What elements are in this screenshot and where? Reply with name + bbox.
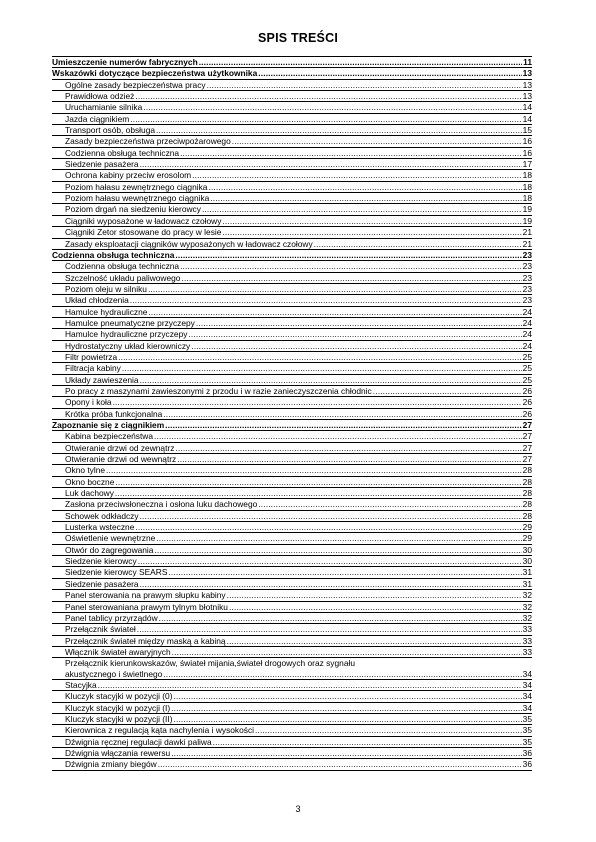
toc-entry-title: Siedzenie kierowcy SEARS [65, 567, 168, 578]
dot-leader [154, 545, 521, 555]
toc-entry[interactable] [52, 498, 532, 509]
dot-leader [165, 420, 522, 430]
dot-leader [208, 182, 521, 192]
toc-entry-title: Dźwignia zmiany biegów [65, 759, 157, 770]
toc-entry-title: Poziom hałasu zewnętrznego ciągnika [65, 181, 208, 192]
toc-entry-title-continued: akustycznego i świetlnego [65, 668, 163, 679]
dot-leader [213, 737, 522, 747]
toc-entry-title: Luk dachowy [65, 488, 114, 499]
toc-entry-title: Hydrostatyczny układ kierowniczy [65, 340, 191, 351]
toc-entry[interactable] [52, 646, 532, 657]
toc-entry-title: Układy zawieszenia [65, 374, 139, 385]
dot-leader [171, 703, 522, 713]
toc-page-number: 33 [522, 635, 532, 646]
toc-entry[interactable] [52, 90, 532, 101]
dot-leader [154, 431, 522, 441]
dot-leader [140, 579, 522, 589]
dot-leader [222, 227, 521, 237]
dot-leader [227, 636, 522, 646]
toc-entry-title: Uruchamianie silnika [65, 102, 143, 113]
toc-entry[interactable] [52, 113, 532, 124]
toc-entry-title: Filtracja kabiny [65, 363, 121, 374]
toc-entry-title: Otwór do zagregowania [65, 544, 154, 555]
toc-entry[interactable] [52, 679, 532, 690]
table-of-contents [52, 56, 532, 771]
dot-leader [135, 522, 521, 532]
toc-entry-title: Codzienna obsługa techniczna [65, 261, 180, 272]
toc-entry[interactable] [52, 272, 532, 283]
dot-leader [314, 239, 522, 249]
toc-entry[interactable] [52, 306, 532, 317]
toc-entry-title: Kabina bezpieczeństwa [65, 431, 153, 442]
dot-leader [156, 125, 522, 135]
dot-leader [177, 454, 521, 464]
toc-entry[interactable] [52, 601, 532, 612]
toc-page-number: 21 [522, 238, 532, 249]
toc-entry[interactable] [52, 283, 532, 294]
dot-leader [196, 318, 522, 328]
toc-entry[interactable] [52, 578, 532, 589]
toc-entry[interactable] [52, 464, 532, 475]
dot-leader [106, 465, 522, 475]
toc-page-number: 34 [522, 691, 532, 702]
toc-entry-title: Lusterka wsteczne [65, 522, 135, 533]
toc-page-number: 19 [522, 204, 532, 215]
toc-entry-title: Krótka próba funkcjonalna [65, 408, 163, 419]
toc-page-number: 23 [522, 272, 532, 283]
toc-entry[interactable] [52, 351, 532, 362]
toc-page-number: 30 [522, 544, 532, 555]
dot-leader [373, 386, 522, 396]
toc-entry-title: Zasady eksploatacji ciągników wyposażonych w ładowacz czołowy [65, 238, 313, 249]
toc-page-number: 23 [522, 283, 532, 294]
dot-leader [143, 102, 521, 112]
toc-entry-title: Filtr powietrza [65, 351, 118, 362]
toc-entry[interactable] [52, 215, 532, 226]
toc-page-number: 29 [522, 533, 532, 544]
toc-entry[interactable] [52, 510, 532, 521]
toc-entry-title: Codzienna obsługa techniczna [65, 147, 180, 158]
toc-entry-title: Zasłona przeciwsłoneczna i osłona luku dachowego [65, 499, 258, 510]
toc-entry[interactable] [52, 724, 532, 735]
toc-entry[interactable] [52, 657, 532, 679]
toc-page-number: 33 [522, 624, 532, 635]
toc-page-number: 31 [522, 578, 532, 589]
dot-leader [180, 148, 522, 158]
page-number: 3 [295, 804, 301, 814]
toc-page-number: 13 [522, 91, 532, 102]
dot-leader [175, 250, 521, 260]
toc-entry[interactable] [52, 192, 532, 203]
toc-page-number: 27 [522, 454, 532, 465]
toc-entry-title: Kluczyk stacyjki w pozycji (I) [65, 702, 171, 713]
toc-page-number: 34 [522, 668, 532, 679]
dot-leader [232, 136, 522, 146]
dot-leader [222, 216, 521, 226]
toc-entry-title: Przełącznik świateł [65, 624, 136, 635]
toc-page-number: 26 [522, 397, 532, 408]
toc-entry-title: Układ chłodzenia [65, 295, 129, 306]
dot-leader [118, 352, 522, 362]
toc-entry[interactable] [52, 238, 532, 249]
toc-page-number: 24 [522, 306, 532, 317]
dot-leader [115, 477, 521, 487]
toc-page-number: 28 [522, 510, 532, 521]
toc-entry-title: Szczelność układu paliwowego [65, 272, 181, 283]
toc-page-number: 36 [522, 759, 532, 770]
toc-page-number: 27 [522, 431, 532, 442]
toc-entry[interactable] [52, 135, 532, 146]
toc-entry-title: Ciągniki wyposażone w ładowacz czołowy [65, 215, 222, 226]
toc-entry-title: Dźwignia ręcznej regulacji dawki paliwa [65, 736, 212, 747]
dot-leader [148, 284, 522, 294]
toc-entry-title: Ciągniki Zetor stosowane do pracy w lesie [65, 227, 222, 238]
toc-section-entry[interactable] [52, 419, 532, 430]
toc-entry-title: Kierownica z regulacją kąta nachylenia i wysokości [65, 725, 254, 736]
toc-entry[interactable] [52, 79, 532, 90]
toc-entry-title: Hamulce hydrauliczne [65, 306, 148, 317]
dot-leader [174, 691, 522, 701]
toc-entry[interactable] [52, 374, 532, 385]
toc-page-number: 28 [522, 476, 532, 487]
dot-leader [159, 613, 522, 623]
dot-leader [180, 261, 522, 271]
toc-entry[interactable] [52, 544, 532, 555]
dot-leader [148, 307, 521, 317]
dot-leader [255, 725, 522, 735]
dot-leader [188, 329, 521, 339]
toc-page-number: 18 [522, 193, 532, 204]
toc-entry[interactable] [52, 362, 532, 373]
toc-page-number: 18 [522, 170, 532, 181]
toc-page-number: 32 [522, 590, 532, 601]
toc-entry[interactable] [52, 226, 532, 237]
toc-page-number: 24 [522, 317, 532, 328]
toc-page-number: 16 [522, 147, 532, 158]
dot-leader [98, 680, 522, 690]
toc-page-number: 13 [522, 79, 532, 90]
toc-entry-title: Codzienna obsługa techniczna [52, 249, 175, 260]
page-title: SPIS TREŚCI [258, 31, 338, 45]
toc-page-number: 32 [522, 601, 532, 612]
dot-leader [122, 363, 522, 373]
dot-leader [163, 669, 521, 679]
toc-entry[interactable] [52, 736, 532, 747]
toc-page-number: 17 [522, 159, 532, 170]
toc-page-number: 15 [522, 125, 532, 136]
toc-entry-title: Okno boczne [65, 476, 115, 487]
dot-leader [172, 647, 522, 657]
toc-page-number: 23 [522, 295, 532, 306]
toc-page-number: 28 [522, 499, 532, 510]
toc-entry-title: Schowek odkładczy [65, 510, 139, 521]
toc-section-entry[interactable] [52, 67, 532, 78]
toc-page-number: 35 [522, 736, 532, 747]
dot-leader [113, 397, 522, 407]
toc-entry[interactable] [52, 566, 532, 577]
toc-entry[interactable] [52, 758, 532, 770]
toc-entry-title: Zapoznanie się z ciągnikiem [52, 420, 165, 430]
toc-page-number: 34 [522, 702, 532, 713]
dot-leader [210, 193, 521, 203]
toc-entry-title: Ochrona kabiny przeciw erosolom [65, 170, 192, 181]
toc-page-number: 31 [522, 567, 532, 578]
toc-entry-title: Otwieranie drzwi od zewnątrz [65, 442, 175, 453]
toc-page-number: 25 [522, 351, 532, 362]
toc-entry-title: Poziom hałasu wewnętrznego ciągnika [65, 193, 210, 204]
toc-entry-title: Panel sterowania na prawym słupku kabiny [65, 590, 226, 601]
dot-leader [140, 511, 522, 521]
toc-entry[interactable] [52, 158, 532, 169]
toc-entry-title: Hamulce hydrauliczne przyczepy [65, 329, 188, 340]
toc-page-number: 16 [522, 136, 532, 147]
toc-entry[interactable] [52, 487, 532, 498]
toc-entry-title: Oświetlenie wewnętrzne [65, 533, 156, 544]
toc-entry-title: Jazda ciągnikiem [65, 113, 130, 124]
dot-leader [140, 375, 522, 385]
toc-entry-title: Hamulce pneumatyczne przyczepy [65, 317, 195, 328]
toc-entry-title: Poziom drgań na siedzeniu kierowcy [65, 204, 201, 215]
toc-page-number: 24 [522, 340, 532, 351]
dot-leader [174, 714, 522, 724]
toc-entry[interactable] [52, 101, 532, 112]
dot-leader [168, 567, 521, 577]
toc-page-number: 27 [522, 420, 532, 430]
toc-page-number: 26 [522, 385, 532, 396]
dot-leader [156, 533, 521, 543]
dot-leader [207, 80, 522, 90]
toc-entry[interactable] [52, 396, 532, 407]
toc-entry-title: Zasady bezpieczeństwa przeciwpożarowego [65, 136, 231, 147]
toc-section-entry[interactable] [52, 56, 532, 67]
toc-entry-title: Dźwignia włączania rewersu [65, 747, 171, 758]
toc-entry[interactable] [52, 521, 532, 532]
dot-leader [191, 341, 521, 351]
toc-entry-title: Okno tylne [65, 465, 106, 476]
dot-leader [135, 91, 521, 101]
toc-entry[interactable] [52, 181, 532, 192]
toc-entry-title: Panel tablicy przyrządów [65, 612, 158, 623]
toc-page-number: 35 [522, 713, 532, 724]
toc-section-entry[interactable] [52, 249, 532, 260]
dot-leader [227, 590, 522, 600]
dot-leader [115, 488, 522, 498]
toc-page-number: 27 [522, 442, 532, 453]
dot-leader [130, 295, 522, 305]
toc-entry[interactable] [52, 702, 532, 713]
toc-entry-title: Po pracy z maszynami zawieszonymi z przodu i w razie zanieczyszczenia chłodnic [65, 385, 372, 396]
dot-leader [258, 499, 521, 509]
toc-page-number: 25 [522, 374, 532, 385]
toc-entry-title: Przełącznik kierunkowskazów, świateł mijania,świateł drogowych oraz sygnału [65, 658, 355, 669]
toc-page-number: 25 [522, 363, 532, 374]
toc-entry[interactable] [52, 476, 532, 487]
toc-page-number: 26 [522, 408, 532, 419]
toc-entry-title: Transport osób, obsługa [65, 125, 156, 136]
toc-entry[interactable] [52, 430, 532, 441]
dot-leader [140, 159, 522, 169]
dot-leader [171, 748, 521, 758]
toc-entry[interactable] [52, 589, 532, 600]
toc-entry[interactable] [52, 532, 532, 543]
toc-page-number: 14 [522, 102, 532, 113]
toc-page-number: 21 [522, 227, 532, 238]
toc-entry[interactable] [52, 747, 532, 758]
toc-page-number: 28 [522, 488, 532, 499]
toc-entry[interactable] [52, 408, 532, 419]
toc-entry-title: Ogólne zasady bezpieczeństwa pracy [65, 79, 206, 90]
toc-entry[interactable] [52, 612, 532, 623]
toc-page-number: 28 [522, 465, 532, 476]
toc-entry-title: Opony i koła [65, 397, 112, 408]
toc-entry-title: Poziom oleju w silniku [65, 283, 147, 294]
toc-entry[interactable] [52, 442, 532, 453]
toc-page-number: 24 [522, 329, 532, 340]
dot-leader [181, 273, 521, 283]
toc-entry-title: Wskazówki dotyczące bezpieczeństwa użytkownika [52, 68, 258, 79]
toc-entry-title: Siedzenie pasażera [65, 159, 139, 170]
dot-leader [202, 204, 522, 214]
toc-entry[interactable] [52, 124, 532, 135]
toc-page-number: 23 [522, 261, 532, 272]
toc-entry-title: Panel sterowaniana prawym tylnym błotniku [65, 601, 228, 612]
toc-page-number: 18 [522, 181, 532, 192]
dot-leader [138, 556, 522, 566]
toc-entry[interactable] [52, 169, 532, 180]
toc-entry[interactable] [52, 328, 532, 339]
toc-entry[interactable] [52, 203, 532, 214]
toc-entry-title: Kluczyk stacyjki w pozycji (II) [65, 713, 173, 724]
toc-entry[interactable] [52, 385, 532, 396]
toc-entry[interactable] [52, 317, 532, 328]
toc-page-number: 35 [522, 725, 532, 736]
dot-leader [163, 409, 521, 419]
toc-page-number: 32 [522, 612, 532, 623]
toc-entry-title: Umieszczenie numerów fabrycznych [52, 57, 198, 67]
toc-page-number: 34 [522, 679, 532, 690]
toc-page-number: 30 [522, 556, 532, 567]
dot-leader [175, 443, 521, 453]
dot-leader [158, 759, 522, 769]
toc-entry-title: Siedzenie kierowcy [65, 556, 137, 567]
toc-page-number: 23 [522, 249, 532, 260]
dot-leader [192, 170, 522, 180]
toc-page-number: 13 [522, 68, 532, 79]
toc-entry[interactable] [52, 555, 532, 566]
toc-entry[interactable] [52, 635, 532, 646]
toc-entry-title: Siedzenie pasażera [65, 578, 139, 589]
toc-entry[interactable] [52, 623, 532, 634]
dot-leader [199, 57, 522, 67]
toc-entry-title: Otwieranie drzwi od wewnątrz [65, 454, 177, 465]
dot-leader [258, 68, 521, 78]
toc-entry-title: Kluczyk stacyjki w pozycji (0) [65, 691, 173, 702]
toc-entry-title: Prawidłowa odzież [65, 91, 135, 102]
toc-entry[interactable] [52, 340, 532, 351]
toc-page-number: 11 [523, 57, 532, 67]
toc-page-number: 14 [522, 113, 532, 124]
toc-page-number: 33 [522, 646, 532, 657]
toc-entry[interactable] [52, 690, 532, 701]
dot-leader [137, 624, 522, 634]
toc-page-number: 36 [522, 747, 532, 758]
toc-entry[interactable] [52, 713, 532, 724]
dot-leader [229, 602, 522, 612]
toc-entry[interactable] [52, 147, 532, 158]
toc-entry[interactable] [52, 260, 532, 271]
toc-page-number: 29 [522, 522, 532, 533]
toc-entry-title: Przełącznik świateł między maską a kabiną [65, 635, 226, 646]
toc-entry-title: Stacyjka [65, 679, 97, 690]
toc-entry-title: Włącznik świateł awaryjnych [65, 646, 171, 657]
toc-entry[interactable] [52, 294, 532, 305]
dot-leader [130, 114, 521, 124]
toc-page-number: 19 [522, 215, 532, 226]
toc-entry[interactable] [52, 453, 532, 464]
